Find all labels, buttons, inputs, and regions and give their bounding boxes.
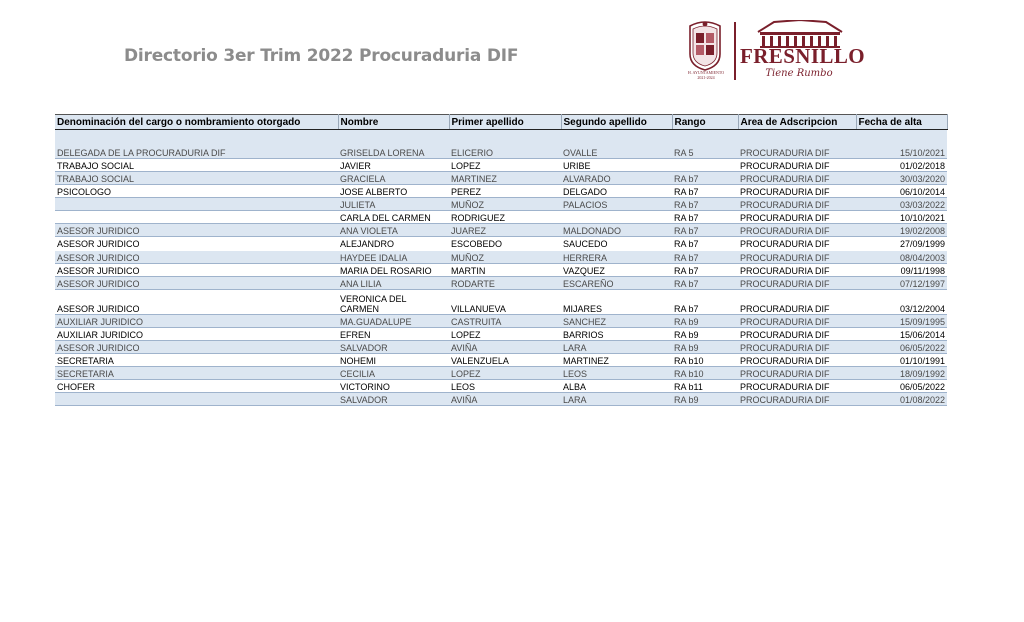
cell-rango: RA b7 [672,211,738,224]
cell-fecha: 06/05/2022 [856,341,947,354]
directory-table [55,114,948,406]
header-area: Area de Adscripcion [738,115,856,130]
cell-primer-apellido: MUÑOZ [449,250,561,264]
cell-cargo: AUXILIAR JURIDICO [55,328,338,341]
table-row [55,159,947,172]
table-row [55,367,947,380]
cell-nombre: NOHEMI [338,354,449,367]
cell-area: PROCURADURIA DIF [738,237,856,251]
cell-nombre: ANA VIOLETA [338,224,449,237]
table-row [55,341,947,354]
table-row [55,198,947,211]
cell-fecha: 10/10/2021 [856,211,947,224]
table-row [55,224,947,237]
cell-segundo-apellido: BARRIOS [561,328,672,341]
cell-primer-apellido: VALENZUELA [449,354,561,367]
cell-fecha: 15/10/2021 [856,130,947,159]
cell-fecha: 09/11/1998 [856,264,947,277]
cell-nombre: MARIA DEL ROSARIO [338,264,449,277]
table-body [55,130,947,406]
cell-primer-apellido: MARTIN [449,264,561,277]
cell-rango: RA 5 [672,130,738,159]
cell-fecha: 08/04/2003 [856,250,947,264]
cell-nombre: ALEJANDRO [338,237,449,251]
table-row [55,393,947,406]
cell-primer-apellido: AVIÑA [449,341,561,354]
table-row [55,315,947,328]
cell-cargo: ASESOR JURIDICO [55,237,338,251]
cell-rango: RA b7 [672,264,738,277]
cell-segundo-apellido: DELGADO [561,185,672,198]
table-row [55,328,947,341]
cell-area: PROCURADURIA DIF [738,159,856,172]
cell-fecha: 18/09/1992 [856,367,947,380]
cell-fecha: 07/12/1997 [856,277,947,290]
cell-fecha: 01/02/2018 [856,159,947,172]
cell-segundo-apellido: PALACIOS [561,198,672,211]
cell-area: PROCURADURIA DIF [738,393,856,406]
cell-rango: RA b9 [672,393,738,406]
cell-area: PROCURADURIA DIF [738,130,856,159]
cell-rango: RA b7 [672,237,738,251]
header-cargo: Denominación del cargo o nombramiento otorgado [55,115,338,130]
cell-rango: RA b9 [672,328,738,341]
cell-nombre: CARLA DEL CARMEN [338,211,449,224]
cell-nombre: SALVADOR [338,393,449,406]
cell-area: PROCURADURIA DIF [738,224,856,237]
cell-segundo-apellido: VAZQUEZ [561,264,672,277]
cell-primer-apellido: LOPEZ [449,328,561,341]
cell-segundo-apellido: ALVARADO [561,172,672,185]
cell-primer-apellido: MUÑOZ [449,198,561,211]
cell-fecha: 03/12/2004 [856,290,947,315]
table-row [55,354,947,367]
cell-rango: RA b9 [672,341,738,354]
cell-area: PROCURADURIA DIF [738,172,856,185]
cell-nombre: SALVADOR [338,341,449,354]
cell-cargo: SECRETARIA [55,354,338,367]
header-rango: Rango [672,115,738,130]
cell-rango: RA b11 [672,380,738,393]
cell-nombre: JAVIER [338,159,449,172]
cell-segundo-apellido: MIJARES [561,290,672,315]
cell-segundo-apellido: HERRERA [561,250,672,264]
cell-primer-apellido: LOPEZ [449,159,561,172]
cell-segundo-apellido: LEOS [561,367,672,380]
cell-fecha: 15/09/1995 [856,315,947,328]
table-row [55,264,947,277]
cell-segundo-apellido [561,211,672,224]
cell-area: PROCURADURIA DIF [738,264,856,277]
cell-cargo: ASESOR JURIDICO [55,341,338,354]
cell-segundo-apellido: ESCAREÑO [561,277,672,290]
cell-fecha: 01/10/1991 [856,354,947,367]
logo-divider [734,22,736,80]
cell-fecha: 01/08/2022 [856,393,947,406]
cell-cargo [55,393,338,406]
cell-cargo: TRABAJO SOCIAL [55,159,338,172]
cell-rango: RA b10 [672,367,738,380]
header-fecha: Fecha de alta [856,115,947,130]
cell-nombre: GRISELDA LORENA [338,130,449,159]
cell-cargo [55,198,338,211]
cell-rango: RA b7 [672,185,738,198]
cell-nombre: EFREN [338,328,449,341]
cell-rango: RA b10 [672,354,738,367]
cell-area: PROCURADURIA DIF [738,380,856,393]
cell-rango: RA b7 [672,290,738,315]
cell-fecha: 30/03/2020 [856,172,947,185]
cell-primer-apellido: ELICERIO [449,130,561,159]
cell-nombre: JULIETA [338,198,449,211]
table-row [55,250,947,264]
seal-caption [684,70,728,80]
cell-cargo: SECRETARIA [55,367,338,380]
cell-area: PROCURADURIA DIF [738,211,856,224]
cell-primer-apellido: VILLANUEVA [449,290,561,315]
cell-cargo: AUXILIAR JURIDICO [55,315,338,328]
cell-fecha: 19/02/2008 [856,224,947,237]
cell-segundo-apellido: OVALLE [561,130,672,159]
seal-caption-line: H. AYUNTAMIENTO [687,70,725,75]
table-row [55,277,947,290]
cell-segundo-apellido: LARA [561,393,672,406]
cell-cargo: ASESOR JURIDICO [55,264,338,277]
table-header-row [55,115,947,130]
table-row [55,185,947,198]
cell-area: PROCURADURIA DIF [738,315,856,328]
cell-area: PROCURADURIA DIF [738,277,856,290]
cell-rango [672,159,738,172]
seal-caption-years: 2021-2024 [697,75,715,80]
cell-cargo: PSICOLOGO [55,185,338,198]
cell-nombre: GRACIELA [338,172,449,185]
cell-rango: RA b9 [672,315,738,328]
cell-primer-apellido: MARTINEZ [449,172,561,185]
cell-area: PROCURADURIA DIF [738,290,856,315]
cell-area: PROCURADURIA DIF [738,328,856,341]
cell-nombre: MA.GUADALUPE [338,315,449,328]
cell-area: PROCURADURIA DIF [738,341,856,354]
cell-fecha: 06/05/2022 [856,380,947,393]
cell-segundo-apellido: URIBE [561,159,672,172]
brand-tagline: Tiene Rumbo [765,68,833,79]
cell-primer-apellido: RODRIGUEZ [449,211,561,224]
cell-primer-apellido: LEOS [449,380,561,393]
table-row [55,290,947,315]
cell-segundo-apellido: SANCHEZ [561,315,672,328]
document-title: Directorio 3er Trim 2022 Procuraduria DIF [124,46,519,66]
cell-primer-apellido: PEREZ [449,185,561,198]
cell-primer-apellido: LOPEZ [449,367,561,380]
cell-nombre: VERONICA DEL CARMEN [338,290,449,315]
cell-segundo-apellido: ALBA [561,380,672,393]
cell-rango: RA b7 [672,277,738,290]
cell-cargo: TRABAJO SOCIAL [55,172,338,185]
cell-fecha: 15/06/2014 [856,328,947,341]
header-nombre: Nombre [338,115,449,130]
cell-area: PROCURADURIA DIF [738,198,856,211]
table-row [55,130,947,159]
cell-nombre: ANA LILIA [338,277,449,290]
table-row [55,172,947,185]
cell-rango: RA b7 [672,172,738,185]
cell-segundo-apellido: MALDONADO [561,224,672,237]
cell-area: PROCURADURIA DIF [738,250,856,264]
cell-area: PROCURADURIA DIF [738,185,856,198]
cell-segundo-apellido: MARTINEZ [561,354,672,367]
cell-segundo-apellido: LARA [561,341,672,354]
cell-rango: RA b7 [672,250,738,264]
cell-cargo: ASESOR JURIDICO [55,250,338,264]
cell-cargo: ASESOR JURIDICO [55,290,338,315]
cell-nombre: CECILIA [338,367,449,380]
cell-cargo: ASESOR JURIDICO [55,224,338,237]
cell-nombre: JOSE ALBERTO [338,185,449,198]
fresnillo-logo [684,18,865,86]
cell-fecha: 03/03/2022 [856,198,947,211]
cell-fecha: 27/09/1999 [856,237,947,251]
cell-area: PROCURADURIA DIF [738,354,856,367]
cell-primer-apellido: CASTRUITA [449,315,561,328]
cell-segundo-apellido: SAUCEDO [561,237,672,251]
header-primer-apellido: Primer apellido [449,115,561,130]
cell-cargo: ASESOR JURIDICO [55,277,338,290]
cell-cargo: DELEGADA DE LA PROCURADURIA DIF [55,130,338,159]
cell-cargo: CHOFER [55,380,338,393]
table-row [55,237,947,251]
cell-area: PROCURADURIA DIF [738,367,856,380]
cell-primer-apellido: JUAREZ [449,224,561,237]
cell-rango: RA b7 [672,198,738,211]
cell-cargo [55,211,338,224]
cell-nombre: VICTORINO [338,380,449,393]
cell-primer-apellido: AVIÑA [449,393,561,406]
table-row [55,380,947,393]
cell-primer-apellido: ESCOBEDO [449,237,561,251]
brand-name: FRESNILLO [740,44,865,68]
cell-primer-apellido: RODARTE [449,277,561,290]
header-segundo-apellido: Segundo apellido [561,115,672,130]
cell-fecha: 06/10/2014 [856,185,947,198]
cell-rango: RA b7 [672,224,738,237]
table-row [55,211,947,224]
cell-nombre: HAYDEE IDALIA [338,250,449,264]
